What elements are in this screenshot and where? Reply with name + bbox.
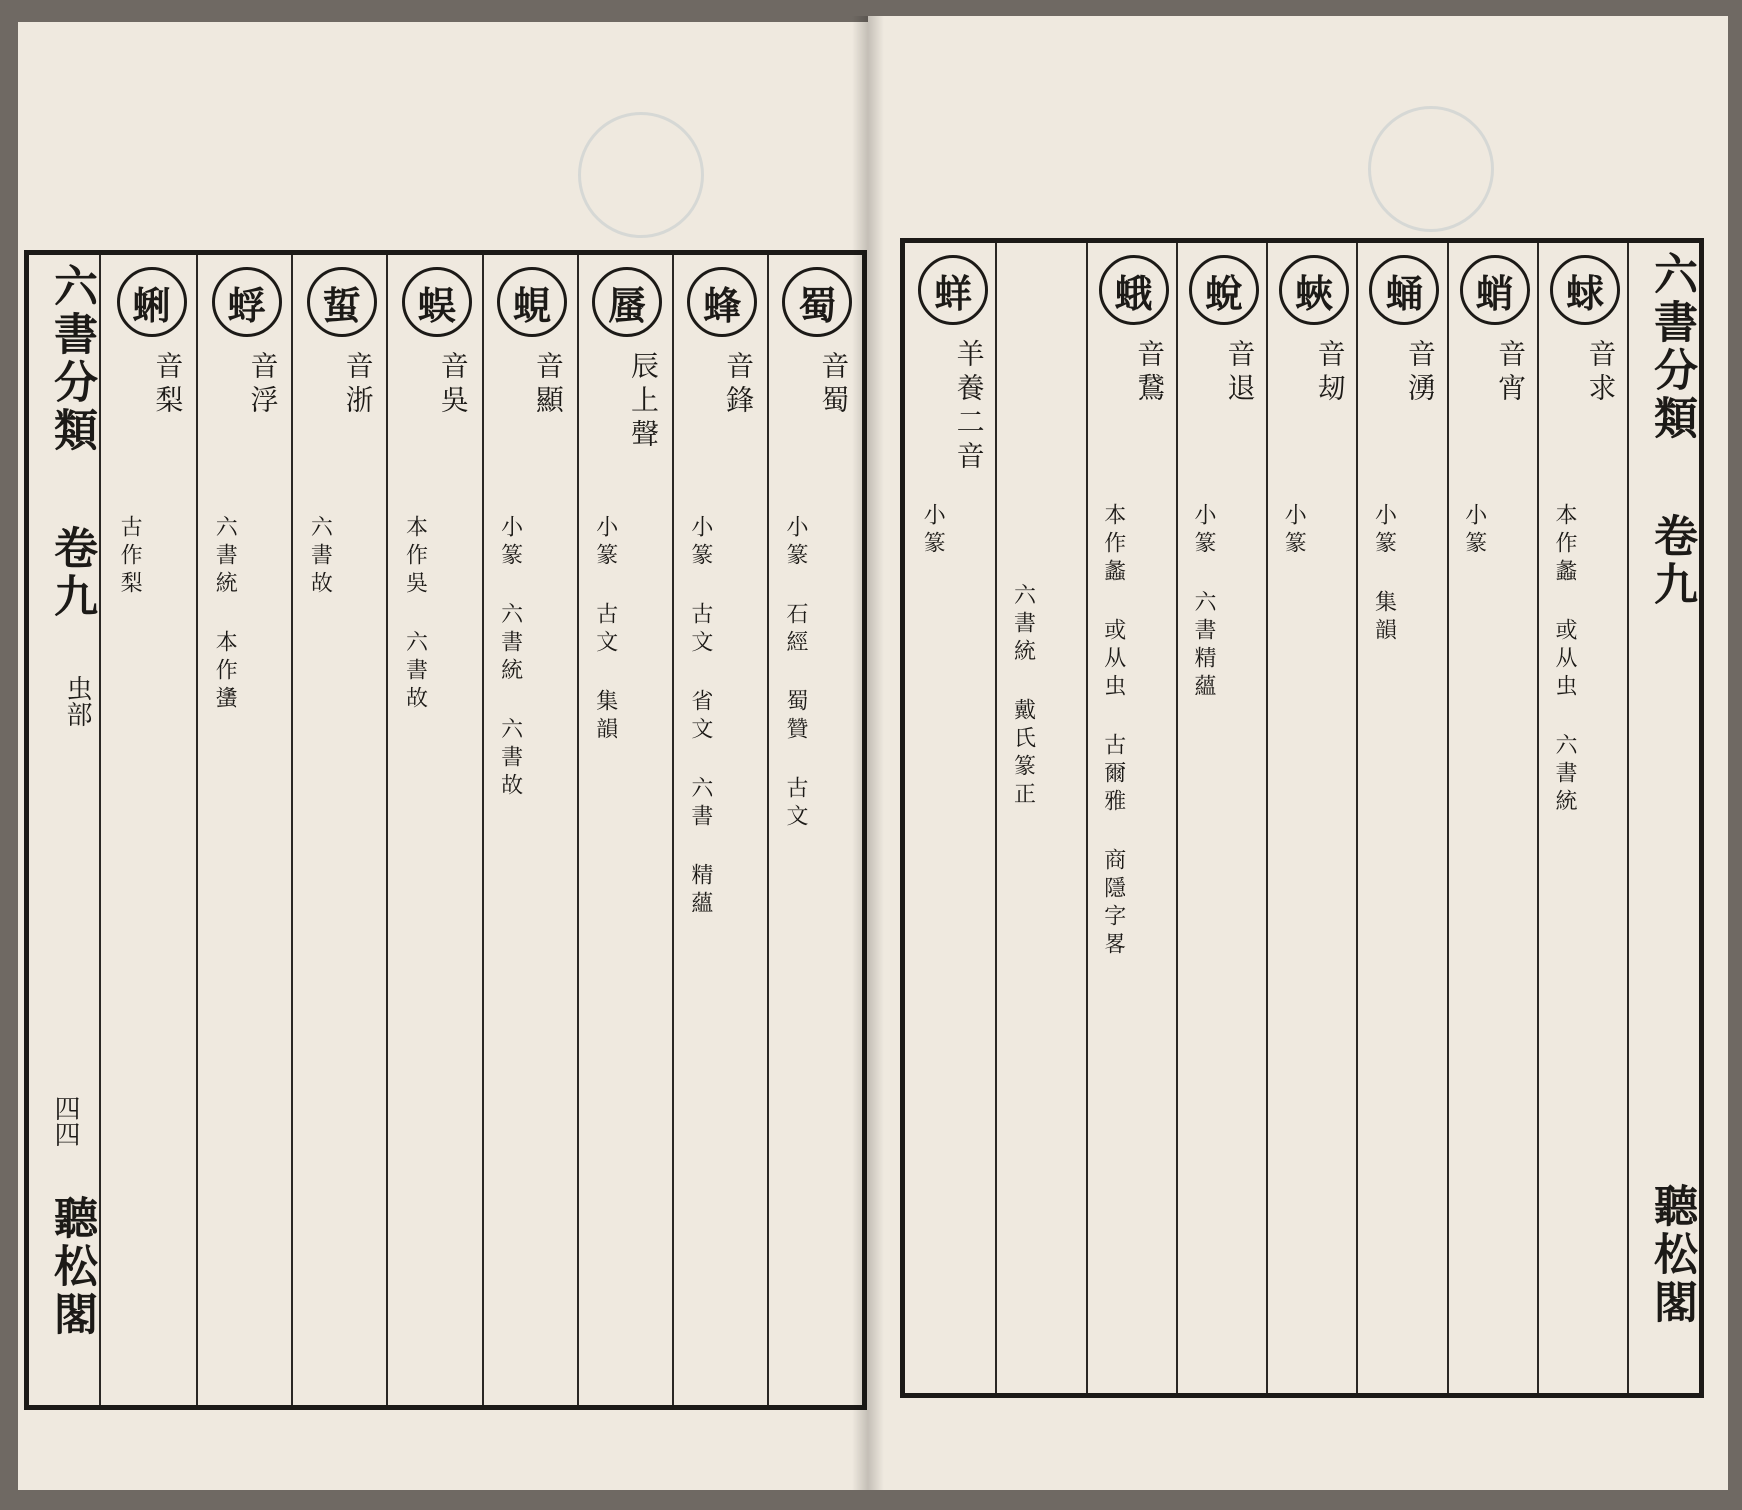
entry-text: 古作梨 <box>117 515 143 599</box>
entry-column <box>1356 243 1446 1393</box>
head-character: 蛺 <box>1279 255 1349 325</box>
entry-column <box>905 243 995 1393</box>
head-character: 蛷 <box>1550 255 1620 325</box>
entry-text: 小篆 六書統 六書故 <box>497 515 523 801</box>
pronunciation-note: 音刼 <box>1313 339 1347 407</box>
pronunciation-note: 音宵 <box>1494 339 1528 407</box>
entry-column <box>577 255 672 1405</box>
head-character: 蛾 <box>1099 255 1169 325</box>
bleed-through-seal <box>1368 106 1494 232</box>
entry-text: 小篆 <box>920 503 946 559</box>
pronunciation-note: 音梨 <box>151 351 185 419</box>
entry-text: 本作蠡 或从虫 古爾雅 商隱字畧 <box>1100 503 1126 960</box>
pronunciation-note: 音蜀 <box>817 351 851 419</box>
entry-column <box>196 255 291 1405</box>
volume-label: 卷九 <box>46 525 97 621</box>
column-rule <box>291 255 293 1405</box>
entry-column <box>1266 243 1356 1393</box>
column-rule <box>577 255 579 1405</box>
head-character: 蜊 <box>117 267 187 337</box>
entry-column <box>1086 243 1176 1393</box>
pronunciation-note: 音浮 <box>246 351 280 419</box>
page-number: 四四 <box>50 1095 80 1147</box>
head-character: 蜂 <box>687 267 757 337</box>
head-character: 蜆 <box>497 267 567 337</box>
pronunciation-note: 音湧 <box>1403 339 1437 407</box>
column-rule <box>1086 243 1088 1393</box>
publisher-name: 聽松閣 <box>46 1195 97 1339</box>
left-page <box>18 22 868 1490</box>
column-rule <box>196 255 198 1405</box>
entry-text: 六書故 <box>307 515 333 599</box>
column-rule <box>1447 243 1449 1393</box>
entry-column <box>767 255 862 1405</box>
entry-text: 小篆 古文 省文 六書 精蘊 <box>687 515 713 919</box>
book-title: 六書分類 <box>1646 251 1697 443</box>
head-character: 蛹 <box>1369 255 1439 325</box>
column-rule <box>995 243 997 1393</box>
left-frame <box>24 250 867 1410</box>
head-character: 蛻 <box>1189 255 1259 325</box>
head-character: 蛸 <box>1460 255 1530 325</box>
column-rule <box>1176 243 1178 1393</box>
entry-column <box>291 255 386 1405</box>
head-character: 蜇 <box>307 267 377 337</box>
publisher-name: 聽松閣 <box>1646 1183 1697 1327</box>
pronunciation-note: 音退 <box>1223 339 1257 407</box>
entry-text: 本作蠡 或从虫 六書統 <box>1551 503 1577 817</box>
entry-text: 六書統 戴氏篆正 <box>1010 583 1036 810</box>
pronunciation-note: 辰上聲 <box>626 351 660 453</box>
margin-column <box>29 255 99 1405</box>
column-rule <box>1266 243 1268 1393</box>
entry-text: 六書統 本作䗬 <box>212 515 238 714</box>
column-rule <box>767 255 769 1405</box>
entry-text: 小篆 古文 集韻 <box>592 515 618 745</box>
entry-column <box>101 255 196 1405</box>
column-rule <box>672 255 674 1405</box>
head-character: 蜉 <box>212 267 282 337</box>
entry-column <box>386 255 481 1405</box>
head-character: 蜀 <box>782 267 852 337</box>
pronunciation-note: 音浙 <box>341 351 375 419</box>
bleed-through-seal <box>578 112 704 238</box>
entry-text: 本作吳 六書故 <box>402 515 428 714</box>
entry-column <box>1537 243 1627 1393</box>
entry-column <box>1176 243 1266 1393</box>
column-rule <box>1356 243 1358 1393</box>
entry-column <box>1447 243 1537 1393</box>
column-rule <box>1537 243 1539 1393</box>
right-page <box>868 16 1728 1490</box>
entry-columns <box>905 243 1627 1393</box>
pronunciation-note: 音顯 <box>531 351 565 419</box>
head-character: 蛘 <box>918 255 988 325</box>
entry-column <box>672 255 767 1405</box>
section-label: 虫部 <box>62 675 92 727</box>
column-rule <box>482 255 484 1405</box>
entry-text: 小篆 六書精蘊 <box>1190 503 1216 702</box>
entry-text: 小篆 <box>1281 503 1307 559</box>
entry-text: 小篆 集韻 <box>1371 503 1397 646</box>
entry-column <box>482 255 577 1405</box>
head-character: 蜈 <box>402 267 472 337</box>
pronunciation-note: 音鵞 <box>1133 339 1167 407</box>
entry-text: 小篆 石經 蜀贊 古文 <box>782 515 808 832</box>
margin-column <box>1629 243 1699 1393</box>
entry-columns <box>101 255 862 1405</box>
head-character: 蜃 <box>592 267 662 337</box>
volume-label: 卷九 <box>1646 513 1697 609</box>
right-frame <box>900 238 1704 1398</box>
pronunciation-note: 羊養二音 <box>952 339 986 475</box>
book-title: 六書分類 <box>46 263 97 455</box>
pronunciation-note: 音求 <box>1584 339 1618 407</box>
entry-text: 小篆 <box>1461 503 1487 559</box>
entry-column <box>995 243 1085 1393</box>
pronunciation-note: 音吳 <box>436 351 470 419</box>
column-rule <box>386 255 388 1405</box>
pronunciation-note: 音鋒 <box>722 351 756 419</box>
